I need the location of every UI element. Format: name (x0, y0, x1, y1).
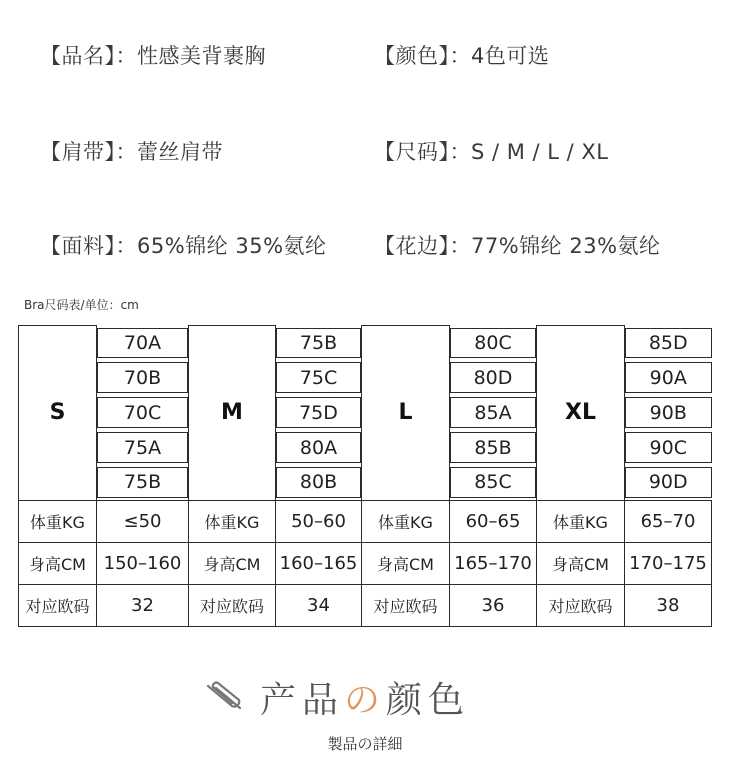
section-title-after: 颜色 (386, 680, 471, 721)
height-row (19, 542, 712, 584)
weight-label: 体重KG (189, 500, 276, 542)
cup-cell: 90D (625, 465, 712, 500)
spec-strap-value: 蕾丝肩带 (137, 140, 223, 164)
spec-size-value: S / M / L / XL (471, 140, 609, 164)
weight-value: 60–65 (450, 500, 537, 542)
cup-cell: 75C (276, 360, 362, 395)
eu-row (19, 584, 712, 626)
weight-value: ≤50 (97, 500, 189, 542)
cup-cell: 90C (625, 430, 712, 465)
cup-cell: 85C (450, 465, 537, 500)
spec-color-value: 4色可选 (471, 44, 550, 68)
cup-cell: 75D (276, 395, 362, 430)
spec-lace-value: 77%锦纶 23%氨纶 (471, 234, 661, 258)
weight-row (19, 500, 712, 542)
spec-lace (374, 230, 661, 260)
cup-cell: 85D (625, 326, 712, 361)
spec-strap-label: 【肩带】： (40, 140, 137, 164)
eu-value: 32 (97, 584, 189, 626)
size-label-xl: XL (537, 326, 625, 501)
spec-fabric-label: 【面料】： (40, 234, 137, 258)
weight-label: 体重KG (362, 500, 450, 542)
size-table (18, 325, 712, 627)
section-subtitle: 製品の詳細 (327, 735, 403, 753)
cup-cell: 80A (276, 430, 362, 465)
eu-label: 对应欧码 (362, 584, 450, 626)
cup-cell: 90A (625, 360, 712, 395)
cup-cell: 70B (97, 360, 189, 395)
spec-color (374, 40, 549, 70)
eu-value: 34 (276, 584, 362, 626)
weight-label: 体重KG (19, 500, 97, 542)
spec-color-label: 【颜色】： (374, 44, 471, 68)
cup-cell: 75B (276, 326, 362, 361)
weight-value: 65–70 (625, 500, 712, 542)
size-label-l: L (362, 326, 450, 501)
spec-size (374, 136, 609, 166)
size-table-caption: Bra尺码表/单位：cm (24, 298, 139, 312)
eu-label: 对应欧码 (189, 584, 276, 626)
spec-fabric (40, 230, 327, 260)
height-label: 身高CM (19, 542, 97, 584)
spec-lace-label: 【花边】： (374, 234, 471, 258)
size-label-m: M (189, 326, 276, 501)
eu-label: 对应欧码 (537, 584, 625, 626)
spec-strap (40, 136, 223, 166)
height-label: 身高CM (537, 542, 625, 584)
height-value: 150–160 (97, 542, 189, 584)
section-title-accent: の (343, 680, 386, 721)
spec-name (40, 40, 266, 70)
spec-fabric-value: 65%锦纶 35%氨纶 (137, 234, 327, 258)
cup-cell: 80C (450, 326, 537, 361)
cup-cell: 85A (450, 395, 537, 430)
height-label: 身高CM (189, 542, 276, 584)
spec-size-label: 【尺码】： (374, 140, 471, 164)
cup-cell: 80D (450, 360, 537, 395)
cup-cell: 85B (450, 430, 537, 465)
eu-label: 对应欧码 (19, 584, 97, 626)
weight-value: 50–60 (276, 500, 362, 542)
cup-cell: 80B (276, 465, 362, 500)
section-title (0, 672, 730, 723)
spec-name-label: 【品名】： (40, 44, 137, 68)
weight-label: 体重KG (537, 500, 625, 542)
height-value: 165–170 (450, 542, 537, 584)
cup-cell: 75A (97, 430, 189, 465)
cup-cell: 90B (625, 395, 712, 430)
height-value: 160–165 (276, 542, 362, 584)
eu-value: 36 (450, 584, 537, 626)
section-title-before: 产品 (259, 680, 344, 721)
cup-cell: 70A (97, 326, 189, 361)
height-value: 170–175 (625, 542, 712, 584)
cup-row (19, 326, 712, 361)
cup-cell: 75B (97, 465, 189, 500)
size-label-s: S (19, 326, 97, 501)
spec-name-value: 性感美背裹胸 (137, 44, 266, 68)
cup-cell: 70C (97, 395, 189, 430)
eu-value: 38 (625, 584, 712, 626)
height-label: 身高CM (362, 542, 450, 584)
